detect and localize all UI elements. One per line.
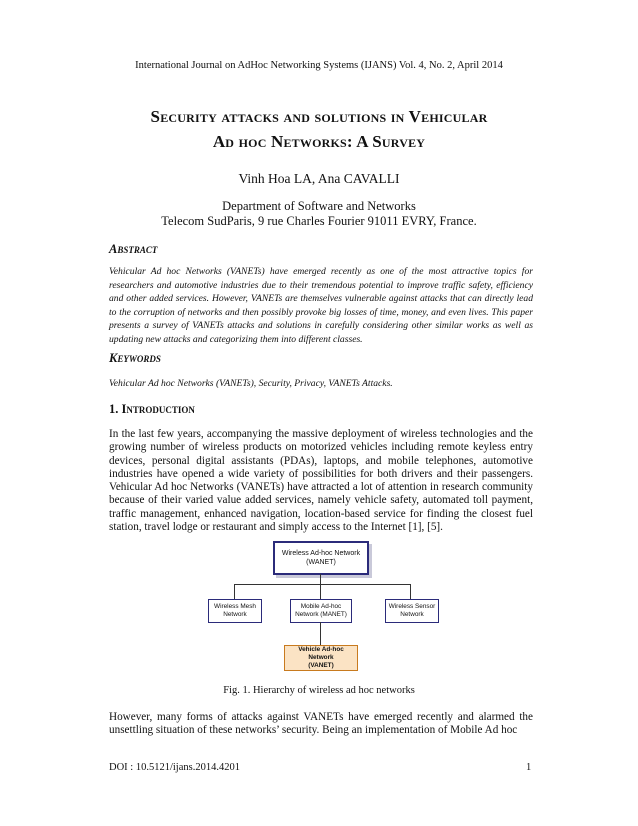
intro-heading: 1. Introduction [109, 402, 195, 416]
title-line-1: Security attacks and solutions in Vehicular [150, 107, 488, 126]
connector-right-drop [410, 584, 411, 599]
sensor-box [385, 599, 439, 623]
sensor-line-2: Network [400, 611, 424, 618]
sensor-line-1: Wireless Sensor [388, 603, 436, 610]
connector-left-drop [234, 584, 235, 599]
keywords-heading: Keywords [109, 351, 161, 365]
affiliation-line-2: Telecom SudParis, 9 rue Charles Fourier 91011 EVRY, France. [161, 214, 477, 228]
wanet-box [273, 541, 369, 575]
abstract-heading: Abstract [109, 242, 158, 256]
connector-root-stem [320, 574, 321, 584]
connector-horizontal [234, 584, 410, 585]
title-line-2: Ad hoc Networks: A Survey [212, 132, 426, 151]
manet-line-1: Mobile Ad-hoc [300, 603, 342, 610]
connector-mid-drop [320, 584, 321, 599]
hierarchy-figure [200, 540, 440, 670]
wanet-line-1: Wireless Ad-hoc Network [281, 550, 361, 557]
page-number: 1 [526, 762, 532, 773]
manet-box [290, 599, 352, 623]
doi: DOI : 10.5121/ijans.2014.4201 [109, 762, 240, 773]
vanet-line-2: (VANET) [308, 662, 334, 669]
paper-title [60, 104, 578, 154]
abstract-body: Vehicular Ad hoc Networks (VANETs) have emerged recently as one of the most attractive topics for researchers and automotive industries due to their tremendous potential to improve traffic safety, efficiency and other added services. However, VANETs are themselves vulnerable against attacks that can directly lead to the corruption of networks and then possibly provoke big losses of time, money, and even lives. This paper presents a survey of VANETs attacks and solutions in carefully considering other similar works as well as updating new attacks and categorizing them into different classes. [109, 266, 533, 345]
mesh-box [208, 599, 262, 623]
mesh-line-2: Network [223, 611, 247, 618]
intro-body: In the last few years, accompanying the massive deployment of wireless technologies and the growing number of wireless products on motorized vehicles including remote keyless entry devices, personal digital assistants (PDAs), laptops, and mobile telephones, automotive industries have opened a wide variety of possibilities for both drivers and their passengers. Vehicular Ad hoc Networks (VANETs) have attracted a lot of attention in research community because of their varied value added services, namely vehicle safety, automated toll payment, traffic management, enhanced navigation, location-based service for finding the closest fuel station, travel lodge or restaurant and simply access to the Internet [1], [5]. [109, 428, 533, 534]
keywords-body: Vehicular Ad hoc Networks (VANETs), Security, Privacy, VANETs Attacks. [109, 378, 393, 389]
vanet-box [284, 645, 358, 671]
vanet-line-1: Vehicle Ad-hoc Network [298, 646, 344, 661]
continued-paragraph: However, many forms of attacks against VANETs have emerged recently and alarmed the unsettling situation of these networks’ security. Being an implementation of Mobile Ad hoc [109, 711, 533, 737]
journal-header: International Journal on AdHoc Networking Systems (IJANS) Vol. 4, No. 2, April 2014 [135, 60, 503, 71]
affiliation [0, 199, 638, 229]
mesh-line-1: Wireless Mesh [214, 603, 256, 610]
manet-line-2: Network (MANET) [295, 611, 347, 618]
connector-leaf-stem [320, 622, 321, 645]
authors: Vinh Hoa LA, Ana CAVALLI [238, 171, 400, 186]
affiliation-line-1: Department of Software and Networks [222, 199, 416, 213]
figure-caption: Fig. 1. Hierarchy of wireless ad hoc networks [223, 685, 415, 696]
wanet-line-2: (WANET) [306, 559, 336, 566]
